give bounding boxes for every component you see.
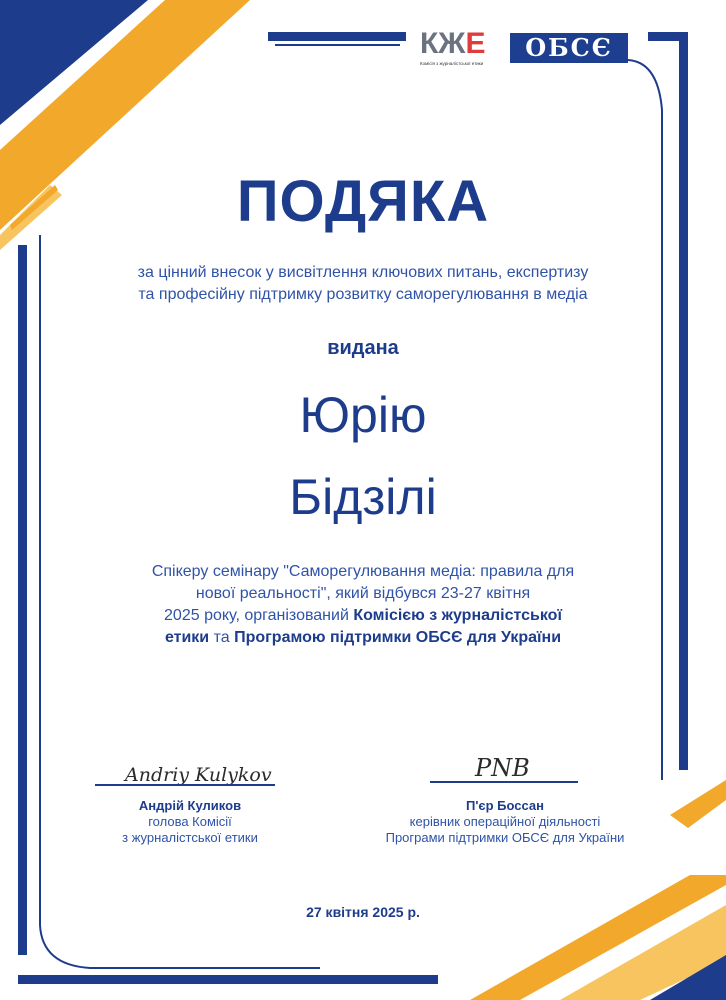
recipient-last-name: Бідзілі bbox=[289, 469, 437, 525]
signatory-1: Андрій Куликов голова Комісії з журналістської етики bbox=[95, 798, 285, 846]
recipient-first-name: Юрію bbox=[299, 387, 427, 443]
svg-text:PNB: PNB bbox=[475, 754, 530, 782]
svg-text:Andriy Kulykov: Andriy Kulykov bbox=[125, 764, 272, 786]
certificate-date: 27 квітня 2025 р. bbox=[306, 904, 420, 920]
signature-2 bbox=[430, 748, 580, 788]
certificate-subtitle: за цінний внесок у висвітлення ключових питань, експертизу та професійну підтримку розвитку саморегулювання в медіа bbox=[137, 264, 589, 303]
signatory-2: П'єр Боссан керівник операційної діяльності Програми підтримки ОБСЄ для України bbox=[360, 798, 650, 846]
signature-1 bbox=[95, 755, 285, 797]
certificate-description: Спікеру семінару "Саморегулювання медіа: правила для нової реальності", який відбувся 23-27 квітня 2025 року, організований Комісією з журналістської етики та Програмою підтримки ОБСЄ для України bbox=[151, 563, 575, 646]
issued-to-label: видана bbox=[327, 337, 399, 359]
signatory-2-name: П'єр Боссан bbox=[466, 798, 544, 813]
kje-logo-subtitle: Комісія з журналістської етики bbox=[420, 61, 484, 66]
kje-logo: КЖЕ Комісія з журналістської етики bbox=[420, 28, 500, 66]
signatory-1-name: Андрій Куликов bbox=[138, 798, 242, 813]
certificate-title: ПОДЯКА bbox=[236, 169, 490, 234]
obse-logo: ОБСЄ bbox=[510, 33, 628, 63]
